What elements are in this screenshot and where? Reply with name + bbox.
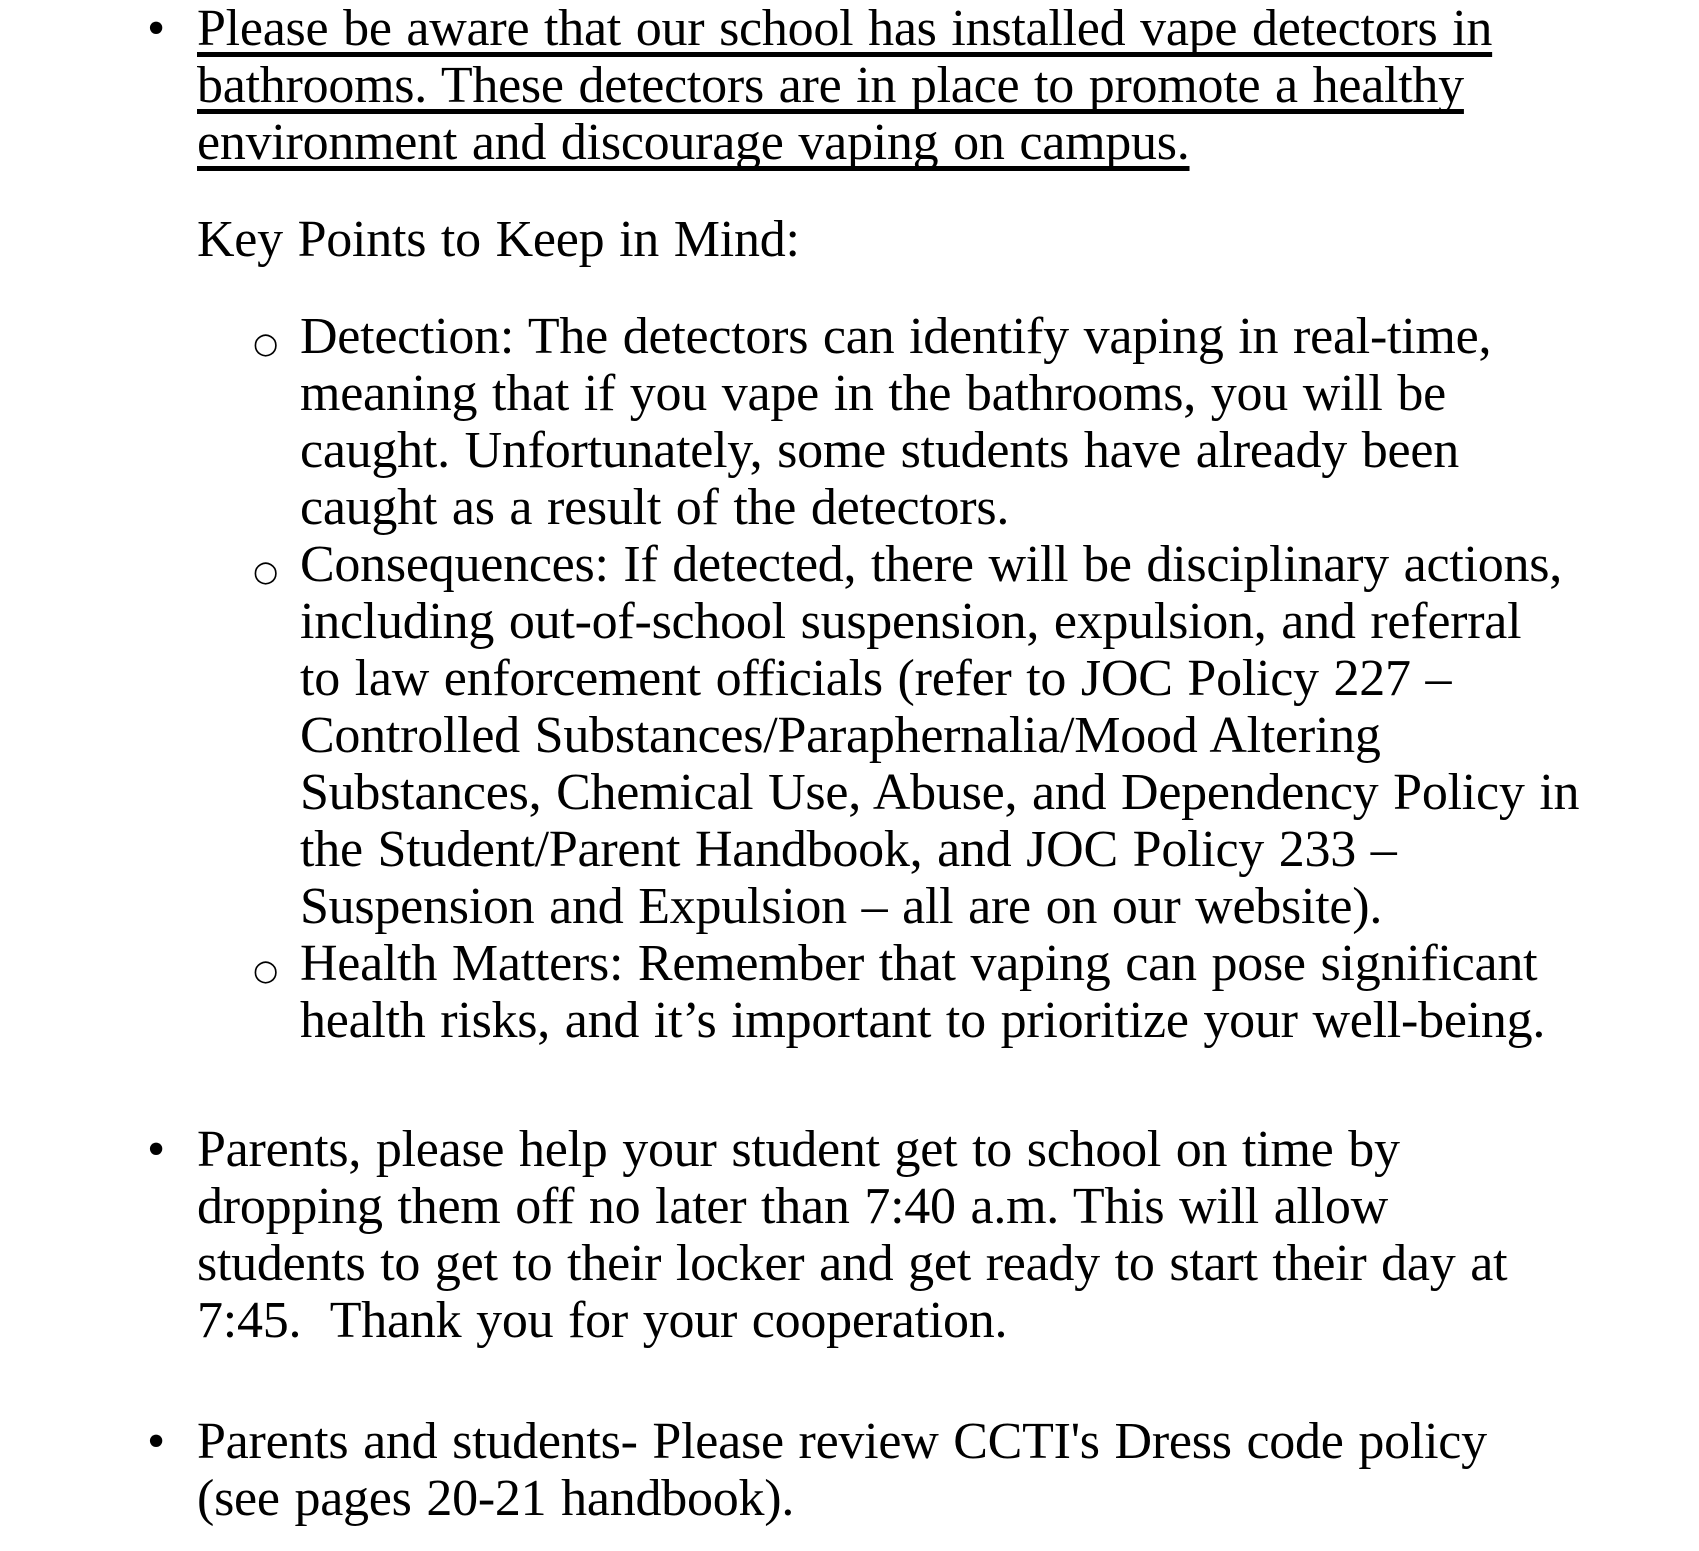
text-line: Key Points to Keep in Mind: — [197, 211, 800, 268]
text-line: dropping them off no later than 7:40 a.m. This will allow — [197, 1178, 1388, 1235]
disc-bullet-icon: • — [147, 1121, 166, 1178]
text-line: Controlled Substances/Paraphernalia/Mood Altering — [300, 707, 1381, 764]
text-line: Please be aware that our school has installed vape detectors in — [197, 0, 1493, 57]
sub-bullet-consequences — [253, 536, 1699, 935]
paragraph-lines — [300, 536, 1699, 935]
text-line: Consequences: If detected, there will be disciplinary actions, — [300, 536, 1562, 593]
text-line: including out-of-school suspension, expulsion, and referral — [300, 593, 1522, 650]
paragraph-lines — [197, 211, 1699, 268]
text-line: students to get to their locker and get ready to start their day at — [197, 1235, 1508, 1292]
disc-bullet-icon: • — [147, 1413, 166, 1470]
sub-bullet-detection — [253, 308, 1699, 536]
paragraph-lines — [300, 935, 1699, 1049]
text-line: Parents, please help your student get to school on time by — [197, 1121, 1400, 1178]
key-points-heading — [197, 211, 1699, 268]
text-line: Health Matters: Remember that vaping can pose significant — [300, 935, 1538, 992]
text-line: (see pages 20-21 handbook). — [197, 1470, 795, 1527]
paragraph-lines — [197, 1121, 1699, 1349]
text-line: health risks, and it’s important to prioritize your well-being. — [300, 992, 1546, 1049]
text-line: environment and discourage vaping on campus. — [197, 114, 1190, 171]
disc-bullet-icon: • — [147, 0, 166, 57]
text-line: Substances, Chemical Use, Abuse, and Dependency Policy in — [300, 764, 1580, 821]
bullet-arrival-time — [147, 1121, 1699, 1349]
paragraph-lines — [197, 0, 1699, 171]
text-line: bathrooms. These detectors are in place to promote a healthy — [197, 57, 1464, 114]
text-line: meaning that if you vape in the bathrooms, you will be — [300, 365, 1446, 422]
bullet-dress-code — [147, 1413, 1699, 1527]
text-line: Detection: The detectors can identify vaping in real-time, — [300, 308, 1492, 365]
sub-bullet-health-matters — [253, 935, 1699, 1049]
text-line: Parents and students- Please review CCTI's Dress code policy — [197, 1413, 1487, 1470]
text-line: 7:45. Thank you for your cooperation. — [197, 1292, 1008, 1349]
text-line: to law enforcement officials (refer to JOC Policy 227 – — [300, 650, 1452, 707]
text-line: caught as a result of the detectors. — [300, 479, 1010, 536]
circle-bullet-icon: ○ — [253, 326, 279, 360]
paragraph-lines — [197, 1413, 1699, 1527]
circle-bullet-icon: ○ — [253, 953, 279, 987]
text-line: the Student/Parent Handbook, and JOC Policy 233 – — [300, 821, 1397, 878]
circle-bullet-icon: ○ — [253, 554, 279, 588]
paragraph-lines — [300, 308, 1699, 536]
text-line: caught. Unfortunately, some students have already been — [300, 422, 1459, 479]
bullet-vape-detectors — [147, 0, 1699, 171]
text-line: Suspension and Expulsion – all are on our website). — [300, 878, 1383, 935]
